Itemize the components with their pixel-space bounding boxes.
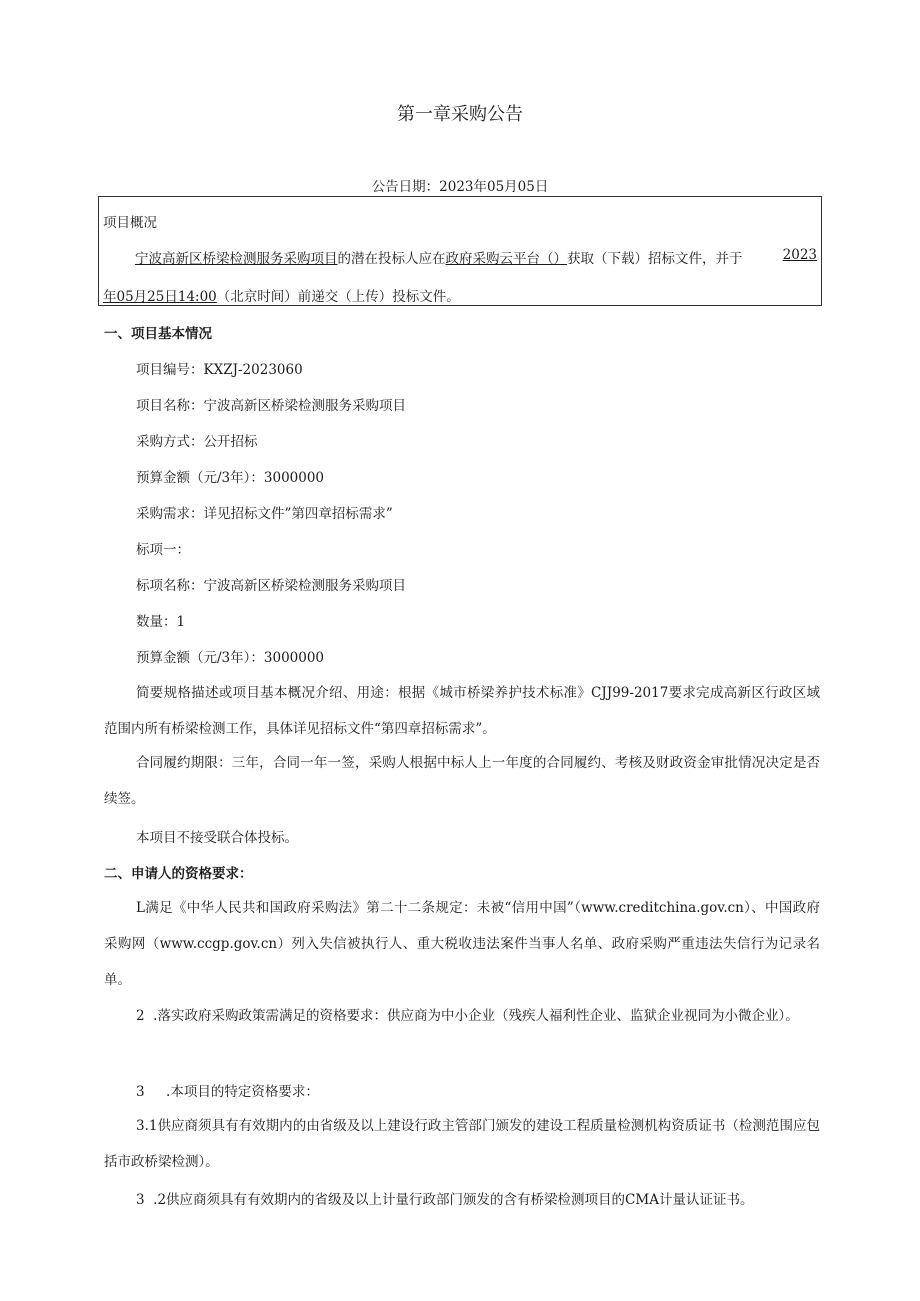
announcement-date: 公告日期：2023年05月05日 [371,179,549,195]
lot-name: 标项名称：宁波高新区桥梁检测服务采购项目 [136,578,406,594]
qualification-item-3-2: 3 .2供应商须具有有效期内的省级及以上计量行政部门颁发的含有桥梁检测项目的CMA计量认证证书。 [136,1192,754,1208]
consortium-note: 本项目不接受联合体投标。 [136,830,298,846]
overview-heading: 项目概况 [103,215,157,231]
section1-heading: 一、项目基本情况 [104,326,212,342]
lot-budget-amount: 预算金额（元/3年）：3000000 [136,650,325,666]
page-title: 第一章采购公告 [397,104,523,125]
budget-amount: 预算金额（元/3年）：3000000 [136,470,325,486]
spec-description: 简要规格描述或项目基本概况介绍、用途：根据《城市桥梁养护技术标准》CJJ99-2017要求完成高新区行政区域范围内所有桥梁检测工作，具体详见招标文件“第四章招标需求”。 [104,685,820,737]
overview-text2: 获取（下载）招标文件，并于 [567,251,743,267]
qualification-item-1: L满足《中华人民共和国政府采购法》第二十二条规定：未被“信用中国”（www.creditchina.gov.cn）、中国政府采购网（www.ccgp.gov.cn）列入失信被执行人、重大税收违法案件当事人名单、政府采购严重违法失信行为记录名单。 [104,900,820,988]
platform-link[interactable]: 政府采购云平台（） [445,251,567,267]
qualification-item-3: 3 .本项目的特定资格要求： [136,1084,319,1100]
overview-text-line2 [103,285,460,305]
qualification-item-3-1: 3.1供应商须具有有效期内的由省级及以上建设行政主管部门颁发的建设工程质量检测机构资质证书（检测范围应包括市政桥梁检测）。 [104,1118,820,1170]
overview-text3: （北京时间）前递交（上传）投标文件。 [216,289,460,305]
overview-text-line1 [135,247,817,267]
overview-box [98,196,822,306]
deadline-datetime: 年05月25日14:00 [103,289,217,305]
lot-one: 标项一： [136,542,190,558]
procurement-method: 采购方式：公开招标 [136,434,258,450]
project-name: 项目名称：宁波高新区桥梁检测服务采购项目 [136,398,406,414]
qualification-item-2: 2 .落实政府采购政策需满足的资格要求：供应商为中小企业（残疾人福利性企业、监狱企业视同为小微企业）。 [136,1008,799,1024]
overview-text1: 的潜在投标人应在 [337,251,446,267]
deadline-year: 2023 [782,247,817,263]
procurement-requirement: 采购需求：详见招标文件”第四章招标需求” [136,506,393,522]
section2-heading: 二、申请人的资格要求： [104,866,253,882]
contract-term: 合同履约期限：三年，合同一年一签，采购人根据中标人上一年度的合同履约、考核及财政资金审批情况决定是否续签。 [104,755,820,807]
project-link[interactable]: 宁波高新区桥梁检测服务采购项目 [135,251,338,267]
quantity: 数量：1 [136,614,186,630]
project-number: 项目编号：KXZJ-2023060 [136,362,303,378]
